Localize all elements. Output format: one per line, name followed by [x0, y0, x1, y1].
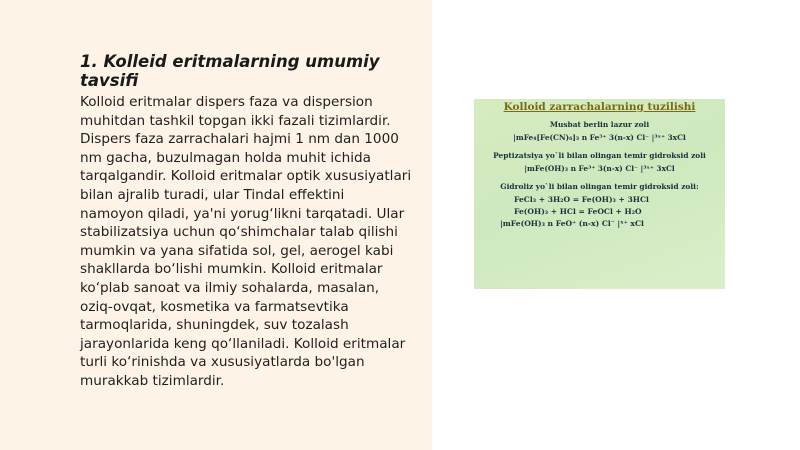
- figure-title: Kolloid zarrachalarning tuzilishi: [503, 101, 696, 113]
- colloid-structure-image: [474, 99, 725, 289]
- slide-title: 1. Kolleid eritmalarning umumiy tavsifi: [80, 52, 380, 90]
- figure-equation-oxychloride: Fe(OH)₃ + HCl = FeOCl + H₂O: [514, 207, 642, 216]
- figure-formula-peptization: |mFe(OH)₃ n Fe³⁺ 3(n-x) Cl⁻ |³ˣ⁺ 3xCl: [524, 164, 675, 173]
- figure-heading-hydrolysis: Gidroliz yo`li bilan olingan temir gidroksid zoli:: [500, 182, 699, 191]
- slide-body-text: Kolloid eritmalar dispers faza va dispersion muhitdan tashkil topgan ikki fazali tizimlardir. Dispers faza zarrachalari hajmi 1 nm dan 1000 nm gacha, buzulmagan holda muhit ichida tarqalgandir. Kolloid eritmalar optik xususiyatlari bilan ajralib turadi, ular Tindal effektini namoyon qiladi, ya'ni yorug‘likni tarqatadi. Ular stabilizatsiya uchun qo‘shimchalar talab qilishi mumkin va yana sifatida sol, gel, aerogel kabi shakllarda bo‘lishi mumkin. Kolloid eritmalar ko‘plab sanoat va ilmiy sohalarda, masalan, oziq-ovqat, kosmetika va farmatsevtika tarmoqlarida, shuningdek, suv tozalash jarayonlarida keng qo‘llaniladi. Kolloid eritmalar turli ko‘rinishda va xususiyatlarda bo'lgan murakkab tizimlardir.: [80, 94, 412, 389]
- figure-heading-peptization: Peptizatsiya yo`li bilan olingan temir gidroksid zoli: [493, 151, 706, 160]
- figure-formula-hydrolysis-micelle: |mFe(OH)₃ n FeO⁺ (n-x) Cl⁻ |ˣ⁺ xCl: [500, 219, 644, 228]
- figure-formula-berlin-lazur: |mFe₄[Fe(CN)₆]₃ n Fe³⁺ 3(n-x) Cl⁻ |³ˣ⁺ 3xCl: [513, 133, 686, 142]
- figure-equation-hydrolysis: FeCl₃ + 3H₂O = Fe(OH)₃ + 3HCl: [514, 195, 649, 204]
- figure-heading-berlin-lazur: Musbat berlin lazur zoli: [549, 120, 650, 129]
